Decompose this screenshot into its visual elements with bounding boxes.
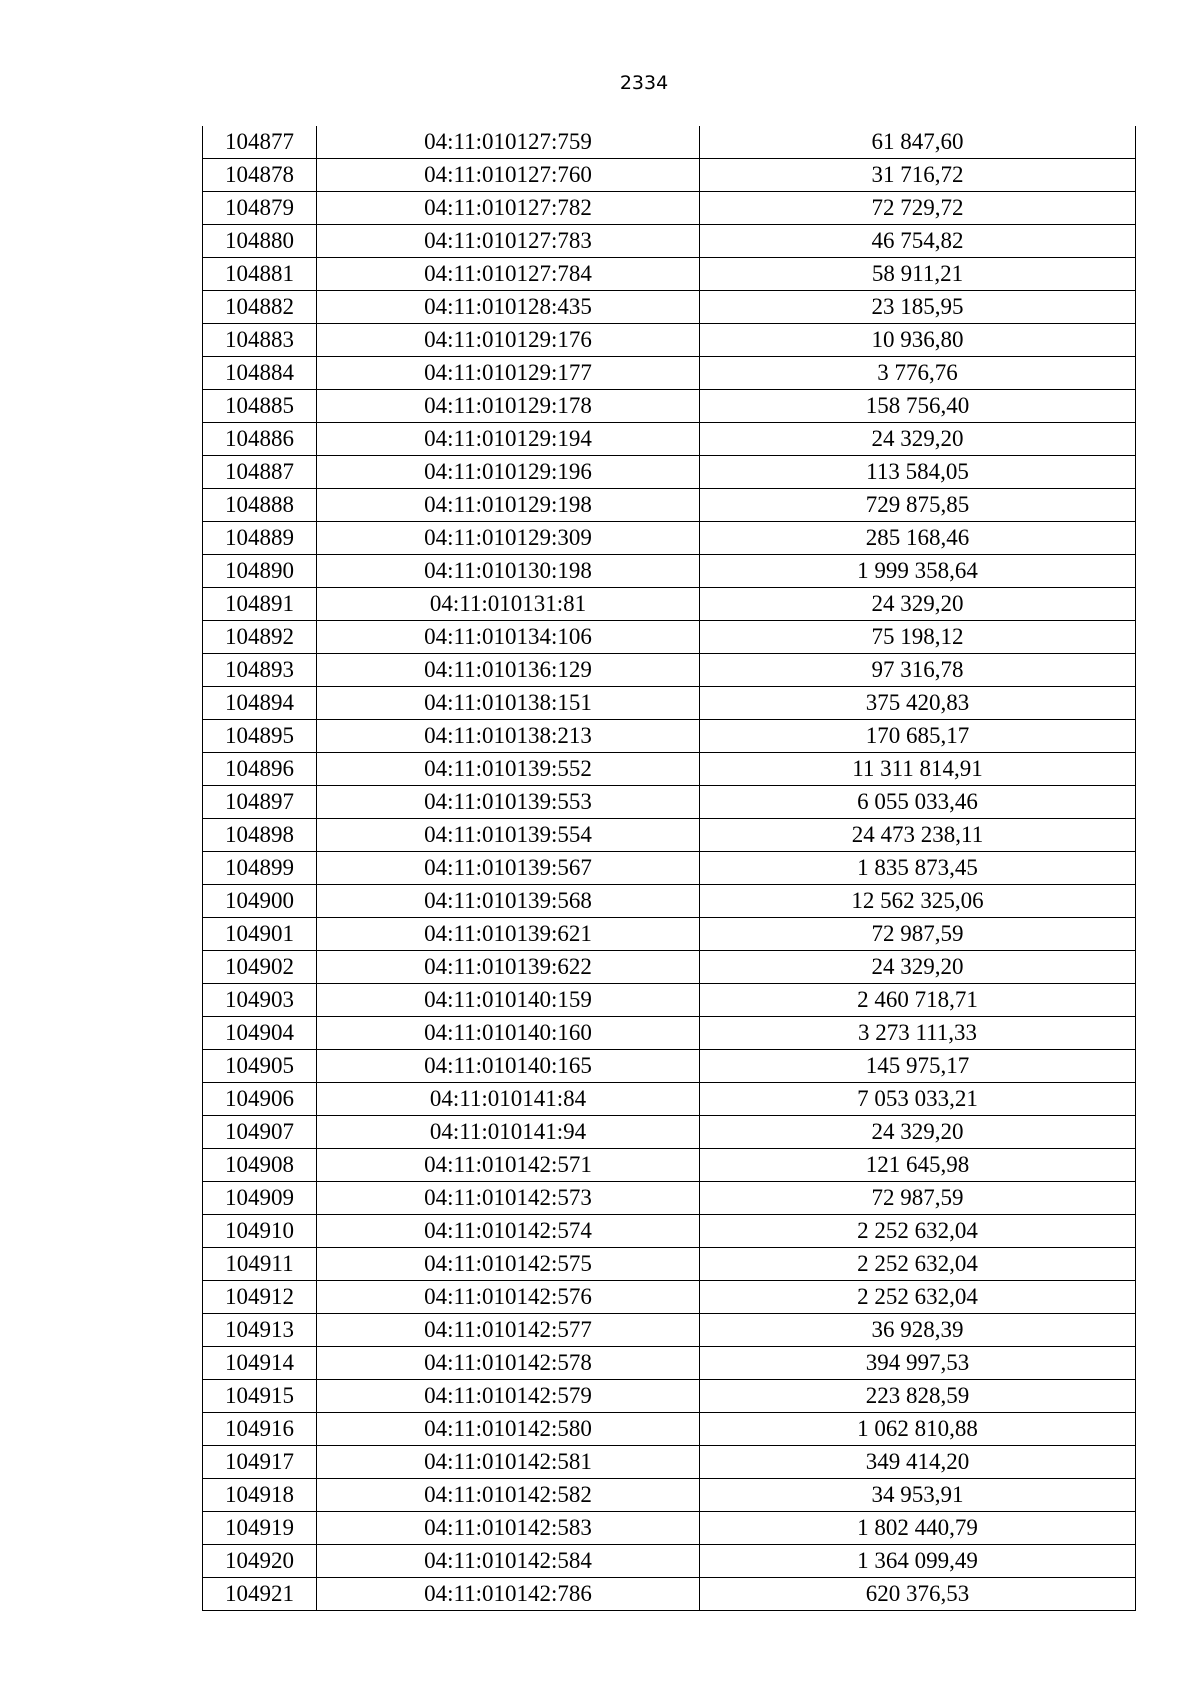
row-number-cell: 104895 <box>203 720 317 753</box>
value-cell: 31 716,72 <box>700 159 1136 192</box>
table-row <box>203 588 1136 621</box>
table-row <box>203 324 1136 357</box>
row-number-cell: 104911 <box>203 1248 317 1281</box>
table-row <box>203 1149 1136 1182</box>
value-cell: 729 875,85 <box>700 489 1136 522</box>
table-row <box>203 357 1136 390</box>
row-number-cell: 104884 <box>203 357 317 390</box>
value-cell: 2 252 632,04 <box>700 1248 1136 1281</box>
value-cell: 72 729,72 <box>700 192 1136 225</box>
cadastral-number-cell: 04:11:010127:783 <box>317 225 700 258</box>
table-row <box>203 522 1136 555</box>
table-row <box>203 984 1136 1017</box>
table-row <box>203 126 1136 159</box>
cadastral-number-cell: 04:11:010129:194 <box>317 423 700 456</box>
value-cell: 75 198,12 <box>700 621 1136 654</box>
row-number-cell: 104906 <box>203 1083 317 1116</box>
row-number-cell: 104917 <box>203 1446 317 1479</box>
table-row <box>203 1347 1136 1380</box>
value-cell: 72 987,59 <box>700 918 1136 951</box>
cadastral-number-cell: 04:11:010140:159 <box>317 984 700 1017</box>
row-number-cell: 104894 <box>203 687 317 720</box>
cadastral-number-cell: 04:11:010142:583 <box>317 1512 700 1545</box>
row-number-cell: 104892 <box>203 621 317 654</box>
row-number-cell: 104897 <box>203 786 317 819</box>
page-number: 2334 <box>619 72 669 94</box>
cadastral-number-cell: 04:11:010127:759 <box>317 126 700 159</box>
table-row <box>203 1182 1136 1215</box>
row-number-cell: 104905 <box>203 1050 317 1083</box>
value-cell: 113 584,05 <box>700 456 1136 489</box>
table-row <box>203 1545 1136 1578</box>
table-row <box>203 1578 1136 1611</box>
value-cell: 170 685,17 <box>700 720 1136 753</box>
cadastral-number-cell: 04:11:010142:580 <box>317 1413 700 1446</box>
value-cell: 24 473 238,11 <box>700 819 1136 852</box>
value-cell: 36 928,39 <box>700 1314 1136 1347</box>
table-row <box>203 918 1136 951</box>
row-number-cell: 104896 <box>203 753 317 786</box>
table-row <box>203 1215 1136 1248</box>
value-cell: 1 999 358,64 <box>700 555 1136 588</box>
cadastral-number-cell: 04:11:010139:622 <box>317 951 700 984</box>
row-number-cell: 104888 <box>203 489 317 522</box>
cadastral-number-cell: 04:11:010139:554 <box>317 819 700 852</box>
value-cell: 145 975,17 <box>700 1050 1136 1083</box>
table-row <box>203 1083 1136 1116</box>
value-cell: 58 911,21 <box>700 258 1136 291</box>
row-number-cell: 104902 <box>203 951 317 984</box>
value-cell: 10 936,80 <box>700 324 1136 357</box>
table-row <box>203 1380 1136 1413</box>
row-number-cell: 104882 <box>203 291 317 324</box>
row-number-cell: 104916 <box>203 1413 317 1446</box>
value-cell: 97 316,78 <box>700 654 1136 687</box>
table-row <box>203 621 1136 654</box>
row-number-cell: 104918 <box>203 1479 317 1512</box>
cadastral-number-cell: 04:11:010136:129 <box>317 654 700 687</box>
table-row <box>203 753 1136 786</box>
table-row <box>203 1512 1136 1545</box>
table-row <box>203 819 1136 852</box>
row-number-cell: 104881 <box>203 258 317 291</box>
cadastral-number-cell: 04:11:010140:165 <box>317 1050 700 1083</box>
row-number-cell: 104880 <box>203 225 317 258</box>
row-number-cell: 104913 <box>203 1314 317 1347</box>
cadastral-number-cell: 04:11:010142:573 <box>317 1182 700 1215</box>
value-cell: 6 055 033,46 <box>700 786 1136 819</box>
row-number-cell: 104908 <box>203 1149 317 1182</box>
row-number-cell: 104900 <box>203 885 317 918</box>
table-row <box>203 852 1136 885</box>
row-number-cell: 104878 <box>203 159 317 192</box>
row-number-cell: 104920 <box>203 1545 317 1578</box>
value-cell: 34 953,91 <box>700 1479 1136 1512</box>
row-number-cell: 104893 <box>203 654 317 687</box>
value-cell: 2 252 632,04 <box>700 1215 1136 1248</box>
row-number-cell: 104910 <box>203 1215 317 1248</box>
cadastral-number-cell: 04:11:010129:198 <box>317 489 700 522</box>
row-number-cell: 104909 <box>203 1182 317 1215</box>
value-cell: 46 754,82 <box>700 225 1136 258</box>
value-cell: 121 645,98 <box>700 1149 1136 1182</box>
cadastral-number-cell: 04:11:010139:553 <box>317 786 700 819</box>
cadastral-number-cell: 04:11:010138:151 <box>317 687 700 720</box>
cadastral-number-cell: 04:11:010139:552 <box>317 753 700 786</box>
cadastral-number-cell: 04:11:010131:81 <box>317 588 700 621</box>
row-number-cell: 104886 <box>203 423 317 456</box>
row-number-cell: 104919 <box>203 1512 317 1545</box>
table-row <box>203 159 1136 192</box>
row-number-cell: 104904 <box>203 1017 317 1050</box>
value-cell: 2 252 632,04 <box>700 1281 1136 1314</box>
cadastral-number-cell: 04:11:010140:160 <box>317 1017 700 1050</box>
value-cell: 24 329,20 <box>700 423 1136 456</box>
cadastral-number-cell: 04:11:010134:106 <box>317 621 700 654</box>
table-row <box>203 291 1136 324</box>
row-number-cell: 104915 <box>203 1380 317 1413</box>
row-number-cell: 104921 <box>203 1578 317 1611</box>
value-cell: 2 460 718,71 <box>700 984 1136 1017</box>
value-cell: 72 987,59 <box>700 1182 1136 1215</box>
cadastral-number-cell: 04:11:010142:582 <box>317 1479 700 1512</box>
table-body <box>203 126 1136 1611</box>
row-number-cell: 104883 <box>203 324 317 357</box>
cadastral-number-cell: 04:11:010129:177 <box>317 357 700 390</box>
row-number-cell: 104903 <box>203 984 317 1017</box>
value-cell: 394 997,53 <box>700 1347 1136 1380</box>
value-cell: 23 185,95 <box>700 291 1136 324</box>
value-cell: 24 329,20 <box>700 951 1136 984</box>
table-row <box>203 885 1136 918</box>
cadastral-number-cell: 04:11:010142:574 <box>317 1215 700 1248</box>
cadastral-number-cell: 04:11:010129:196 <box>317 456 700 489</box>
value-cell: 3 776,76 <box>700 357 1136 390</box>
table-row <box>203 390 1136 423</box>
table-row <box>203 720 1136 753</box>
cadastral-number-cell: 04:11:010142:577 <box>317 1314 700 1347</box>
value-cell: 158 756,40 <box>700 390 1136 423</box>
value-cell: 24 329,20 <box>700 1116 1136 1149</box>
cadastral-value-table <box>202 126 1136 1611</box>
value-cell: 24 329,20 <box>700 588 1136 621</box>
table-row <box>203 951 1136 984</box>
table-row <box>203 1050 1136 1083</box>
cadastral-number-cell: 04:11:010127:782 <box>317 192 700 225</box>
value-cell: 375 420,83 <box>700 687 1136 720</box>
table-row <box>203 687 1136 720</box>
value-cell: 12 562 325,06 <box>700 885 1136 918</box>
cadastral-number-cell: 04:11:010141:84 <box>317 1083 700 1116</box>
row-number-cell: 104898 <box>203 819 317 852</box>
value-cell: 223 828,59 <box>700 1380 1136 1413</box>
cadastral-number-cell: 04:11:010139:568 <box>317 885 700 918</box>
cadastral-number-cell: 04:11:010142:579 <box>317 1380 700 1413</box>
cadastral-number-cell: 04:11:010142:584 <box>317 1545 700 1578</box>
cadastral-number-cell: 04:11:010139:621 <box>317 918 700 951</box>
row-number-cell: 104914 <box>203 1347 317 1380</box>
table-row <box>203 1248 1136 1281</box>
row-number-cell: 104879 <box>203 192 317 225</box>
value-cell: 1 364 099,49 <box>700 1545 1136 1578</box>
row-number-cell: 104877 <box>203 126 317 159</box>
cadastral-number-cell: 04:11:010142:571 <box>317 1149 700 1182</box>
row-number-cell: 104901 <box>203 918 317 951</box>
table-row <box>203 1479 1136 1512</box>
table-row <box>203 192 1136 225</box>
table-row <box>203 786 1136 819</box>
table-row <box>203 258 1136 291</box>
table-row <box>203 1116 1136 1149</box>
cadastral-number-cell: 04:11:010130:198 <box>317 555 700 588</box>
cadastral-number-cell: 04:11:010142:578 <box>317 1347 700 1380</box>
table-row <box>203 1281 1136 1314</box>
table-row <box>203 456 1136 489</box>
row-number-cell: 104907 <box>203 1116 317 1149</box>
cadastral-number-cell: 04:11:010142:576 <box>317 1281 700 1314</box>
value-cell: 349 414,20 <box>700 1446 1136 1479</box>
value-cell: 1 802 440,79 <box>700 1512 1136 1545</box>
row-number-cell: 104899 <box>203 852 317 885</box>
row-number-cell: 104887 <box>203 456 317 489</box>
table-row <box>203 225 1136 258</box>
row-number-cell: 104891 <box>203 588 317 621</box>
value-cell: 61 847,60 <box>700 126 1136 159</box>
cadastral-number-cell: 04:11:010138:213 <box>317 720 700 753</box>
value-cell: 3 273 111,33 <box>700 1017 1136 1050</box>
cadastral-number-cell: 04:11:010142:581 <box>317 1446 700 1479</box>
table-row <box>203 1314 1136 1347</box>
table-row <box>203 1446 1136 1479</box>
cadastral-number-cell: 04:11:010141:94 <box>317 1116 700 1149</box>
cadastral-number-cell: 04:11:010129:309 <box>317 522 700 555</box>
cadastral-number-cell: 04:11:010128:435 <box>317 291 700 324</box>
row-number-cell: 104890 <box>203 555 317 588</box>
value-cell: 11 311 814,91 <box>700 753 1136 786</box>
cadastral-number-cell: 04:11:010129:176 <box>317 324 700 357</box>
value-cell: 1 062 810,88 <box>700 1413 1136 1446</box>
row-number-cell: 104889 <box>203 522 317 555</box>
cadastral-number-cell: 04:11:010127:784 <box>317 258 700 291</box>
table-row <box>203 423 1136 456</box>
cadastral-number-cell: 04:11:010142:575 <box>317 1248 700 1281</box>
value-cell: 620 376,53 <box>700 1578 1136 1611</box>
value-cell: 285 168,46 <box>700 522 1136 555</box>
table-row <box>203 654 1136 687</box>
cadastral-number-cell: 04:11:010127:760 <box>317 159 700 192</box>
cadastral-number-cell: 04:11:010142:786 <box>317 1578 700 1611</box>
row-number-cell: 104885 <box>203 390 317 423</box>
value-cell: 1 835 873,45 <box>700 852 1136 885</box>
row-number-cell: 104912 <box>203 1281 317 1314</box>
cadastral-number-cell: 04:11:010129:178 <box>317 390 700 423</box>
value-cell: 7 053 033,21 <box>700 1083 1136 1116</box>
table-row <box>203 489 1136 522</box>
table-row <box>203 1017 1136 1050</box>
cadastral-number-cell: 04:11:010139:567 <box>317 852 700 885</box>
table-row <box>203 555 1136 588</box>
table-row <box>203 1413 1136 1446</box>
